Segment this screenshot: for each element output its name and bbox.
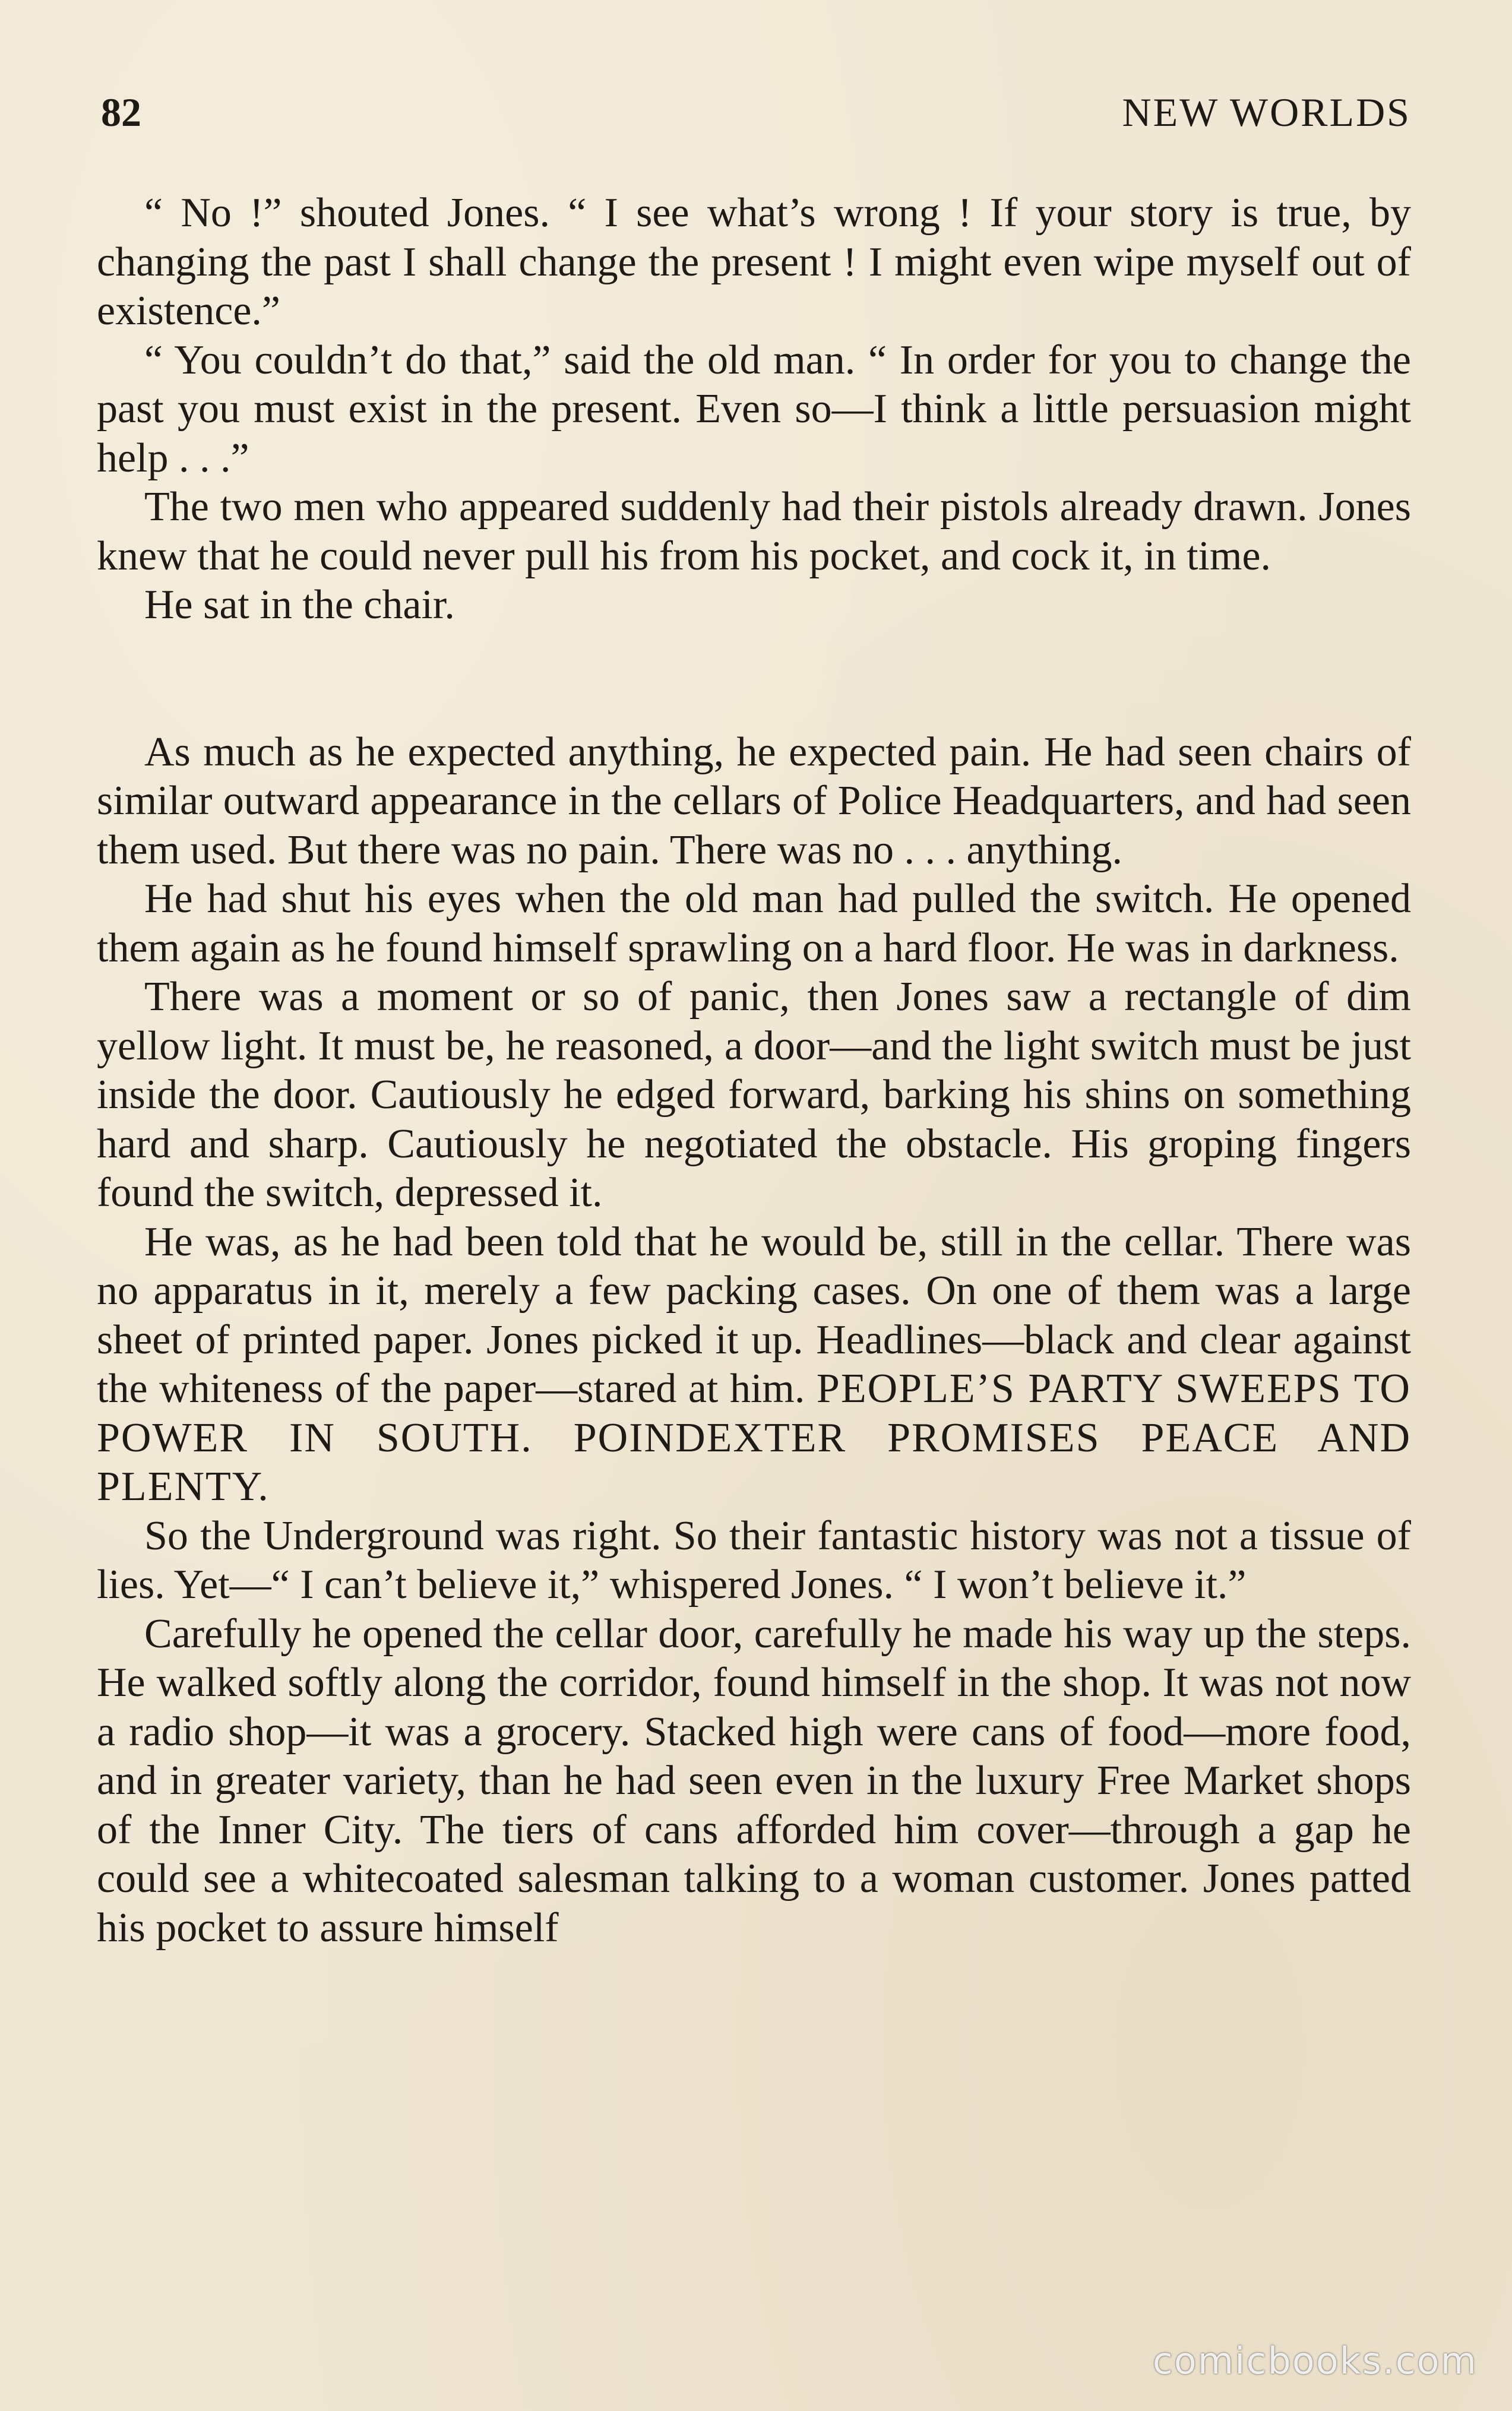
paragraph: The two men who appeared suddenly had their pistols already drawn. Jones knew that he could never pull his from his pocket, and cock it, in time.	[97, 484, 1411, 579]
running-title: NEW WORLDS	[1122, 90, 1411, 135]
watermark: comicbooks.com	[1152, 2339, 1478, 2382]
page-number: 82	[101, 90, 141, 135]
paragraph: “ You couldn’t do that,” said the old man. “ In order for you to change the past you must exist in the present. Even so—I think a little persuasion might help . . .”	[97, 337, 1411, 481]
running-head	[101, 89, 1411, 143]
paragraph: “ No !” shouted Jones. “ I see what’s wrong ! If your story is true, by changing the past I shall change the present ! I might even wipe myself out of existence.”	[97, 190, 1411, 334]
paragraph	[97, 1218, 1411, 1512]
paragraph-text: He was, as he had been told that he would be, still in the cellar. There was no apparatus in it, merely a few packing cases. On one of them was a large sheet of printed paper. Jones picked it up. Headlines—black and clear against the whiteness of the paper—stared at him.	[97, 1219, 1411, 1412]
paragraph: There was a moment or so of panic, then Jones saw a rectangle of dim yellow light. It must be, he reasoned, a door—and the light switch must be just inside the door. Cautiously he edged forward, barking his shins on something hard and sharp. Cautiously he negotiated the obstacle. His groping fingers found the switch, depressed it.	[97, 974, 1411, 1216]
paragraph: Carefully he opened the cellar door, carefully he made his way up the steps. He walked softly along the corridor, found himself in the shop. It was not now a radio shop—it was a grocery. Stacked high were cans of food—more food, and in greater variety, than he had seen even in the luxury Free Market shops of the Inner City. The tiers of cans afforded him cover—through a gap he could see a whitecoated salesman talking to a woman customer. Jones patted his pocket to assure himself	[97, 1611, 1411, 1951]
paragraph: He sat in the chair.	[144, 582, 455, 628]
section-break	[97, 630, 1411, 728]
paragraph: So the Underground was right. So their fantastic history was not a tissue of lies. Yet—“ I can’t believe it,” whispered Jones. “ I won’t believe it.”	[97, 1513, 1411, 1608]
paragraph: He had shut his eyes when the old man had pulled the switch. He opened them again as he found himself sprawling on a hard floor. He was in darkness.	[97, 876, 1411, 971]
newspaper-headline: PEOPLE’S PARTY SWEEPS TO POWER IN SOUTH. POINDEXTER PROMISES PEACE AND PLENTY.	[97, 1366, 1411, 1510]
body-text	[97, 189, 1411, 1953]
paragraph: As much as he expected anything, he expected pain. He had seen chairs of similar outward appearance in the cellars of Police Headquarters, and had seen them used. But there was no pain. There was no . . . anything.	[97, 729, 1411, 873]
